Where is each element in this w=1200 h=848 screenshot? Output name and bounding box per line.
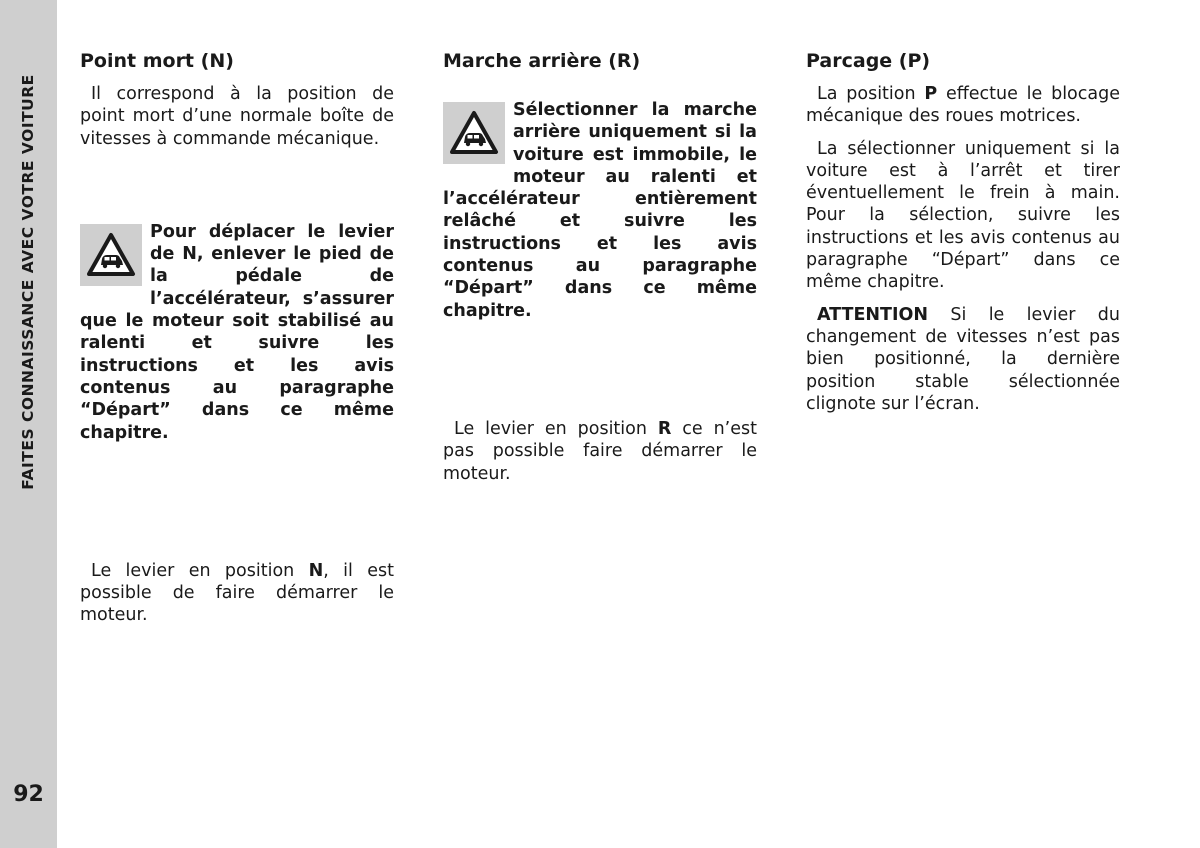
park-attention-note: ATTENTION Si le levier du changement de vitesses n’est pas bien positionné, la dernière position stable sélectionnée clignote sur l’écran.: [806, 304, 1120, 414]
column-reverse: [443, 48, 757, 485]
section-title: FAITES CONNAISSANCE AVEC VOTRE VOITURE: [19, 74, 37, 490]
car-warning-triangle-icon: [80, 224, 142, 286]
section-side-tab: [0, 0, 57, 848]
neutral-warning: Pour déplacer le levier de N, enlever le pied de la pédale de l’accélérateur, s’assurer que le moteur soit stabilisé au ralenti et suivre les instructions et les avis contenus au paragraphe “Départ” dans ce même chapitre.: [80, 221, 394, 443]
heading-neutral: Point mort (N): [80, 50, 234, 72]
page-number: 92: [13, 782, 44, 807]
neutral-description: Il correspond à la position de point mort d’une normale boîte de vitesses à commande mécanique.: [80, 84, 394, 149]
park-description: La position P effectue le blocage mécanique des roues motrices.: [806, 84, 1120, 127]
car-warning-triangle-icon: [443, 102, 505, 164]
reverse-warning: Sélectionner la marche arrière uniquement si la voiture est immobile, le moteur au ralenti et l’accélérateur entièrement relâché et suivre les instructions et les avis contenus au paragraphe “Départ” dans ce même chapitre.: [443, 100, 757, 321]
column-park: [806, 48, 1120, 415]
neutral-start-note: Le levier en position N, il est possible de faire démarrer le moteur.: [80, 560, 394, 626]
heading-park: Parcage (P): [806, 50, 931, 72]
reverse-start-note: Le levier en position R ce n’est pas possible faire démarrer le moteur.: [443, 418, 757, 484]
heading-reverse: Marche arrière (R): [443, 50, 641, 72]
park-selection-instructions: La sélectionner uniquement si la voiture est à l’arrêt et tirer éventuellement le frein à main. Pour la sélection, suivre les instructions et les avis contenus au paragraphe “Départ” dans ce même chapitre.: [806, 138, 1120, 293]
column-neutral: [80, 48, 394, 627]
